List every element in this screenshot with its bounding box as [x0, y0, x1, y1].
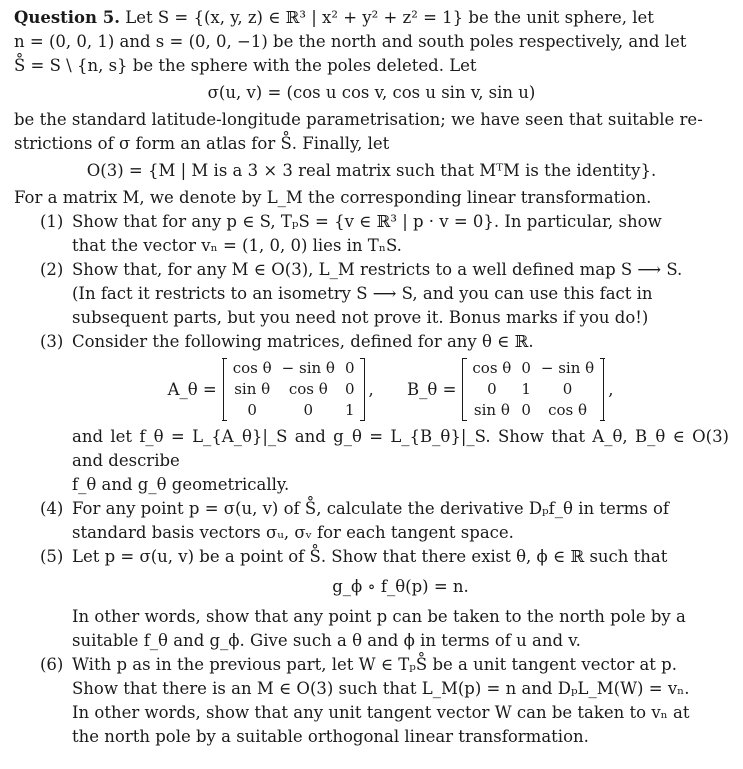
part-2	[14, 258, 729, 330]
part-2-line: Show that, for any M ∈ O(3), L_M restricts to a well defined map S ⟶ S.	[72, 260, 683, 279]
matrix-a-cell: − sin θ	[281, 359, 335, 377]
matrix-separator-comma: ,	[608, 379, 614, 399]
question-intro-line-2: n = (0, 0, 1) and s = (0, 0, −1) be the north and south poles respectively, and let	[14, 32, 687, 51]
part-4-line: For any point p = σ(u, v) of S̊, calculate the derivative Dₚf_θ in terms of	[72, 499, 670, 518]
part-2-line: subsequent parts, but you need not prove it. Bonus marks if you do!)	[72, 308, 649, 327]
question-title: Question 5.	[14, 8, 121, 27]
matrix-a-cell: 0	[303, 401, 314, 419]
question-intro-line-3: S̊ = S \ {n, s} be the sphere with the poles deleted. Let	[14, 56, 477, 75]
part-5-number: (5)	[40, 547, 64, 566]
question-parts-list	[14, 210, 729, 749]
matrix-a-cell: sin θ	[234, 380, 271, 398]
part-5-after-line: In other words, show that any point p can be taken to the north pole by a	[72, 607, 686, 626]
matrix-b-cell: 0	[521, 359, 531, 377]
intro-text-1: Let S = {(x, y, z) ∈ ℝ³ | x² + y² + z² = 1} be the unit sphere, let	[125, 8, 654, 27]
parametrisation-equation: σ(u, v) = (cos u cos v, cos u sin v, sin u)	[207, 83, 536, 102]
matrix-a	[168, 358, 394, 421]
part-3	[14, 330, 729, 497]
matrix-b-cell: 0	[521, 401, 531, 419]
matrix-b-body	[462, 358, 604, 421]
part-6-line: Show that there is an M ∈ O(3) such that L_M(p) = n and DₚL_M(W) = vₙ.	[72, 679, 690, 698]
part-6	[14, 653, 729, 749]
matrix-a-cell: 0	[247, 401, 257, 419]
part-3-after-line: f_θ and g_θ geometrically.	[72, 475, 290, 494]
part-5-line: Let p = σ(u, v) be a point of S̊. Show that there exist θ, ϕ ∈ ℝ such that	[72, 547, 668, 566]
matrix-b-cell: cos θ	[548, 401, 587, 419]
part-2-number: (2)	[40, 260, 64, 279]
matrix-a-cell: 0	[344, 380, 355, 398]
matrix-a-cell: cos θ	[288, 380, 328, 398]
matrix-b-cell: 0	[487, 380, 497, 398]
part-4-line: standard basis vectors σᵤ, σᵥ for each tangent space.	[72, 523, 514, 542]
part-4	[14, 497, 729, 545]
part-6-line: In other words, show that any unit tangent vector W can be taken to vₙ at	[72, 703, 690, 722]
matrix-notation-line: For a matrix M, we denote by L_M the corresponding linear transformation.	[14, 188, 652, 207]
part-6-line: the north pole by a suitable orthogonal linear transformation.	[72, 727, 589, 746]
part-1-line: that the vector vₙ = (1, 0, 0) lies in TₙS.	[72, 236, 402, 255]
part-1	[14, 210, 729, 258]
composition-equation: g_ϕ ∘ f_θ(p) = n.	[332, 577, 469, 596]
matrix-separator-comma: ,	[368, 379, 374, 399]
part-6-line: With p as in the previous part, let W ∈ TₚS̊ be a unit tangent vector at p.	[72, 655, 677, 674]
part-5-after-line: suitable f_θ and g_ϕ. Give such a θ and ϕ in terms of u and v.	[72, 631, 581, 650]
matrix-b-cell: − sin θ	[540, 359, 595, 377]
o3-definition-equation: O(3) = {M | M is a 3 × 3 real matrix such that MᵀM is the identity}.	[86, 161, 657, 180]
matrix-b-cell: sin θ	[473, 401, 510, 419]
part-3-number: (3)	[40, 332, 64, 351]
matrix-a-body	[223, 358, 365, 421]
matrix-b-cell: cos θ	[472, 359, 512, 377]
matrices-display	[72, 358, 729, 421]
matrix-a-cell: 0	[344, 359, 355, 377]
param-after-line-1: be the standard latitude-longitude parametrisation; we have seen that suitable re-	[14, 110, 703, 129]
part-1-number: (1)	[40, 212, 64, 231]
matrix-b-cell: 1	[521, 380, 531, 398]
part-4-number: (4)	[40, 499, 64, 518]
part-5	[14, 545, 729, 653]
part-1-line: Show that for any p ∈ S, TₚS = {v ∈ ℝ³ | p · v = 0}. In particular, show	[72, 212, 662, 231]
matrix-a-cell: cos θ	[232, 359, 272, 377]
question-intro-line-1	[14, 6, 729, 30]
matrix-a-cell: 1	[344, 401, 355, 419]
matrix-b	[407, 358, 633, 421]
part-6-number: (6)	[40, 655, 64, 674]
matrix-a-label: A_θ =	[167, 379, 217, 399]
param-after-line-2: strictions of σ form an atlas for S̊. Finally, let	[14, 134, 390, 153]
matrix-b-cell: 0	[562, 380, 573, 398]
matrix-b-label: B_θ =	[407, 379, 457, 399]
part-2-line: (In fact it restricts to an isometry S ⟶ S, and you can use this fact in	[72, 284, 653, 303]
part-3-line: Consider the following matrices, defined for any θ ∈ ℝ.	[72, 332, 534, 351]
part-3-after-line: and let f_θ = L_{A_θ}|_S and g_θ = L_{B_θ}|_S. Show that A_θ, B_θ ∈ O(3) and describe	[72, 427, 729, 470]
